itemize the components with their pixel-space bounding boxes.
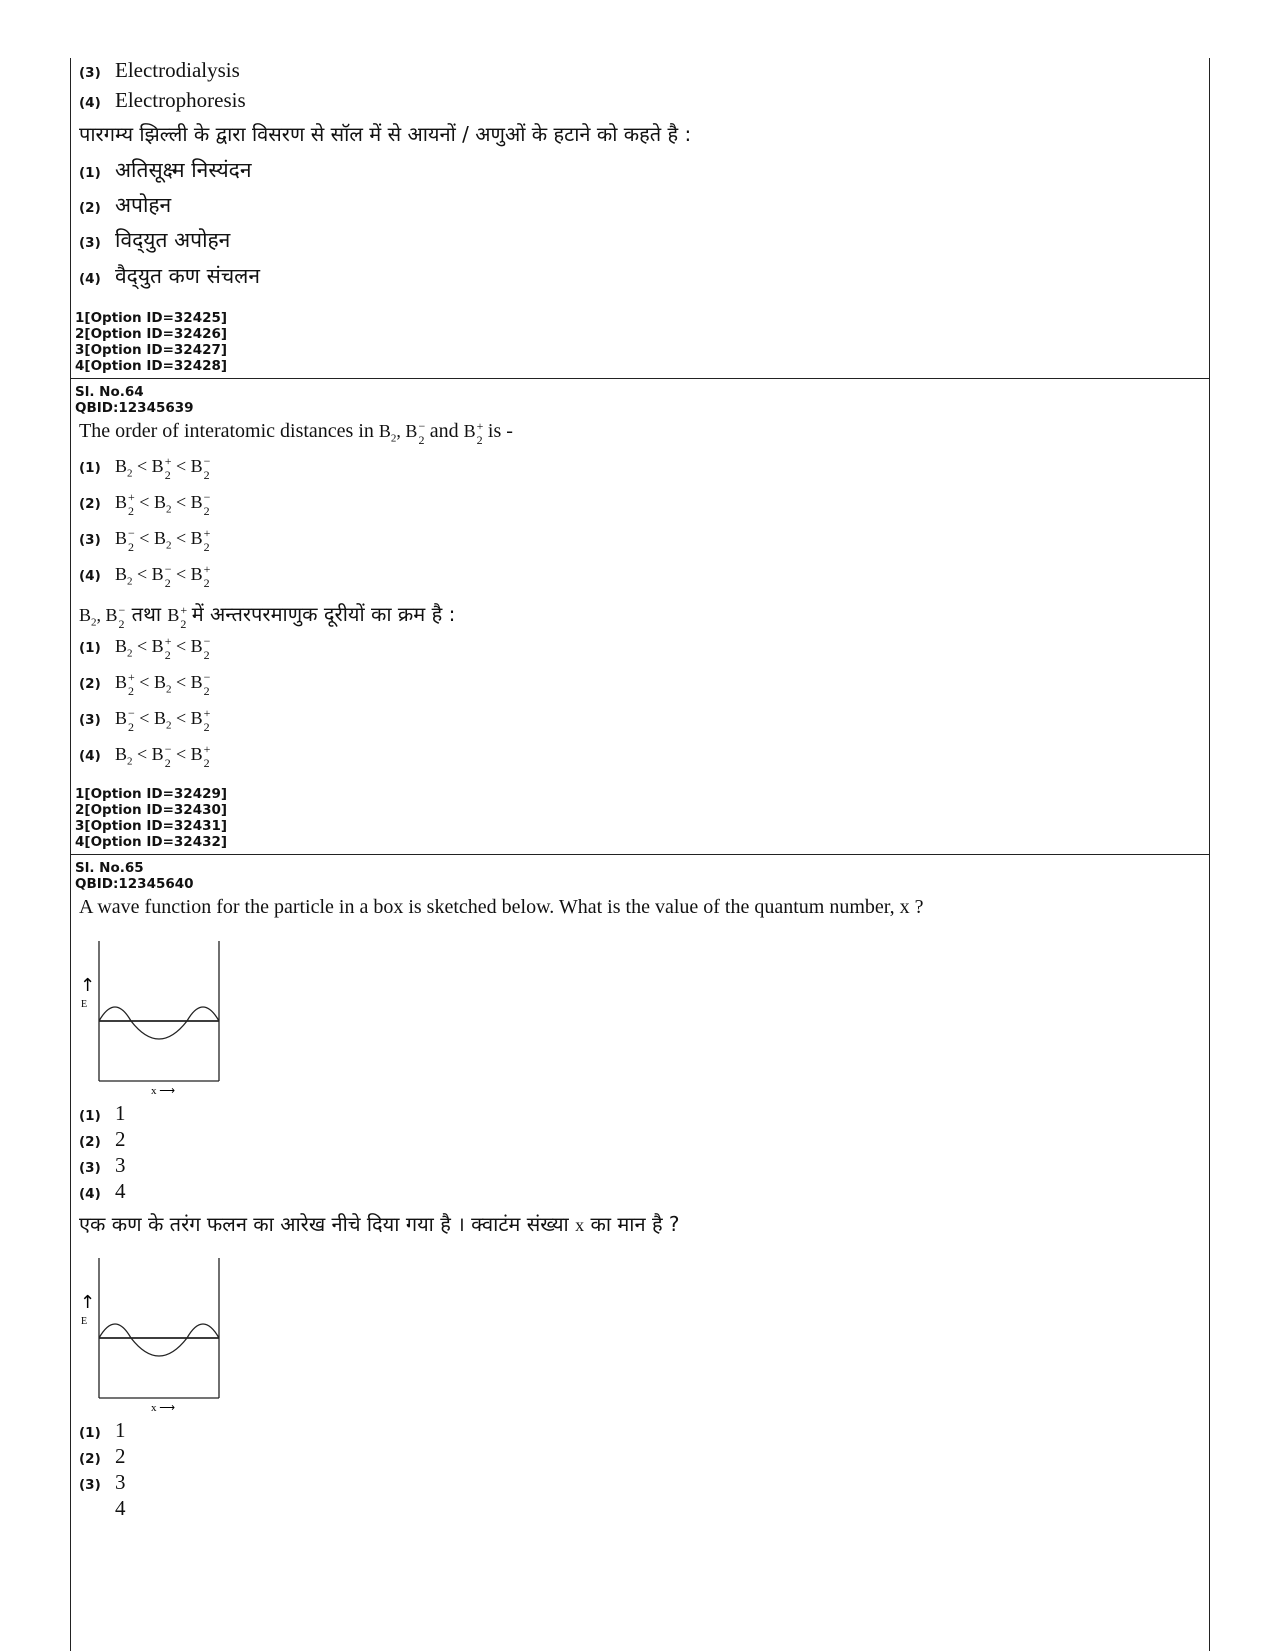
question-text-hindi: पारगम्य झिल्ली के द्वारा विसरण से सॉल में से आयनों / अणुओं के हटाने को कहते है : <box>79 122 692 146</box>
option-number: (3) <box>79 65 101 81</box>
option-id: 3[Option ID=32427] <box>75 342 228 358</box>
option-id: 1[Option ID=32429] <box>75 786 228 802</box>
qbid: QBID:12345639 <box>75 400 194 416</box>
option-row <box>79 525 211 554</box>
option-row <box>79 669 211 698</box>
option-id-list <box>75 786 227 850</box>
option-formula: B + 2 < $B_2 < B$ − 2 <box>115 669 211 698</box>
option-number: (3) <box>79 532 101 548</box>
option-row <box>79 1470 126 1495</box>
option-formula: $B_2 < B$ + 2 < B − 2 <box>115 633 211 662</box>
question-paper-page <box>70 58 1210 1651</box>
question-text-part: The order of interatomic distances in <box>79 420 374 442</box>
option-id: 2[Option ID=32426] <box>75 326 228 342</box>
option-number: (2) <box>79 1134 101 1150</box>
option-id: 4[Option ID=32428] <box>75 358 228 374</box>
option-number: (1) <box>79 460 101 476</box>
question-text-part: एक कण के तरंग फलन का आरेख नीचे दिया गया है । क्वाटंम संख्या <box>79 1212 569 1236</box>
option-text: 3 <box>115 1470 126 1494</box>
option-text: 2 <box>115 1444 126 1468</box>
option-text: 2 <box>115 1127 126 1151</box>
option-number: (2) <box>79 200 101 216</box>
option-number: (1) <box>79 1425 101 1441</box>
qbid: QBID:12345640 <box>75 876 194 892</box>
option-id: 1[Option ID=32425] <box>75 310 228 326</box>
option-number: (4) <box>79 748 101 764</box>
option-row <box>79 561 211 590</box>
question-meta <box>75 384 194 416</box>
option-number: (1) <box>79 1108 101 1124</box>
option-text: विद्‌युत अपोहन <box>115 228 231 252</box>
option-formula: $B_2 < B$ + 2 < B − 2 <box>115 453 211 482</box>
option-number: (1) <box>79 165 101 181</box>
question-meta <box>75 860 194 892</box>
question-text-part: में अन्तरपरमाणुक दूरीयों का क्रम है : <box>191 602 456 626</box>
option-row <box>79 1444 126 1469</box>
question-text-hindi <box>79 1210 680 1237</box>
option-row <box>79 1127 126 1152</box>
option-number: (4) <box>79 271 101 287</box>
question-text: The order of interatomic distances in $B_2$, B − 2 and B + 2 is - <box>79 418 513 447</box>
option-formula: $B_2 < B$ − 2 < B + 2 <box>115 561 211 590</box>
option-row <box>79 1179 126 1204</box>
x-axis-label: x ⟶ <box>151 1085 176 1097</box>
option-number: (3) <box>79 712 101 728</box>
question-text: A wave function for the particle in a box is sketched below. What is the value of the quantum number, x ? <box>79 896 924 918</box>
option-row <box>79 156 251 184</box>
option-row <box>79 226 230 254</box>
option-row <box>79 489 211 518</box>
question-text-part: and <box>429 420 459 442</box>
option-row <box>79 705 211 734</box>
question-text-part: x <box>575 1215 585 1235</box>
option-number: (3) <box>79 1160 101 1176</box>
option-number: (4) <box>79 568 101 584</box>
option-number: (2) <box>79 496 101 512</box>
option-id: 2[Option ID=32430] <box>75 802 228 818</box>
option-row <box>79 1496 126 1521</box>
option-row <box>79 633 211 662</box>
option-formula: B − 2 < $B_2 < B$ + 2 <box>115 525 211 554</box>
option-text: 1 <box>115 1418 126 1442</box>
option-row <box>79 58 240 83</box>
option-text: अतिसूक्ष्म निस्यंदन <box>115 158 252 182</box>
up-arrow-icon: ↑ <box>80 1292 96 1313</box>
option-id: 4[Option ID=32432] <box>75 834 228 850</box>
section-divider <box>71 854 1209 855</box>
particle-in-box-figure <box>71 1250 241 1415</box>
option-row <box>79 88 246 113</box>
option-formula: B + 2 < $B_2 < B$ − 2 <box>115 489 211 518</box>
option-text: 1 <box>115 1101 126 1125</box>
question-text-hindi: $B_2$, B − 2 तथा B + 2 में अन्तरपरमाणुक दूरीयों का क्रम है : <box>79 602 456 631</box>
option-number: (3) <box>79 1477 101 1493</box>
option-number: (2) <box>79 676 101 692</box>
option-id: 3[Option ID=32431] <box>75 818 228 834</box>
option-number: (4) <box>79 1186 101 1202</box>
option-text: वैद्‌युत कण संचलन <box>115 264 261 288</box>
option-row <box>79 262 260 290</box>
option-row <box>79 453 211 482</box>
option-text: 3 <box>115 1153 126 1177</box>
particle-in-box-figure <box>71 933 241 1098</box>
serial-number: Sl. No.65 <box>75 860 144 876</box>
option-row <box>79 1101 126 1126</box>
option-formula: $B_2 < B$ − 2 < B + 2 <box>115 741 211 770</box>
option-id-list <box>75 310 227 374</box>
option-formula: B − 2 < $B_2 < B$ + 2 <box>115 705 211 734</box>
option-row <box>79 191 171 219</box>
serial-number: Sl. No.64 <box>75 384 144 400</box>
option-row <box>79 741 211 770</box>
option-text: Electrodialysis <box>115 58 240 82</box>
y-axis-label: E <box>81 1316 88 1327</box>
option-text: Electrophoresis <box>115 88 246 112</box>
option-number: (3) <box>79 235 101 251</box>
y-axis-label: E <box>81 999 88 1010</box>
option-text: 4 <box>115 1496 126 1520</box>
up-arrow-icon: ↑ <box>80 975 96 996</box>
option-row <box>79 1153 126 1178</box>
section-divider <box>71 378 1209 379</box>
option-row <box>79 1418 126 1443</box>
option-number: (4) <box>79 95 101 111</box>
option-text: 4 <box>115 1179 126 1203</box>
question-text-part: is - <box>487 420 513 442</box>
x-axis-label: x ⟶ <box>151 1402 176 1414</box>
question-text-part: का मान है ? <box>590 1212 680 1236</box>
option-number: (1) <box>79 640 101 656</box>
question-text-part: तथा <box>131 602 162 626</box>
option-text: अपोहन <box>115 193 172 217</box>
option-number: (2) <box>79 1451 101 1467</box>
